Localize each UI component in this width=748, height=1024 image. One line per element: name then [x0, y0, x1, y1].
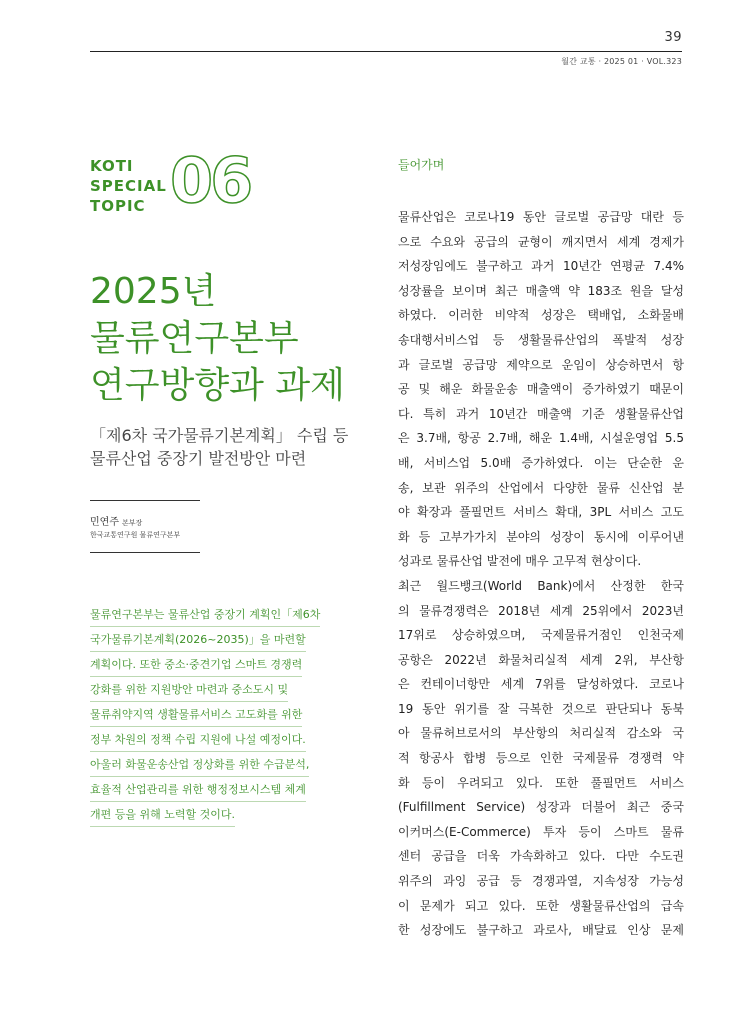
- label-line-koti: KOTI: [90, 157, 134, 175]
- author-rule-bottom: [90, 552, 200, 553]
- abstract-line: 개편 등을 위해 노력할 것이다.: [90, 804, 235, 827]
- body-line: 공 및 해운 화물운송 매출액이 증가하였기 때문이: [398, 382, 684, 397]
- abstract-line: 물류취약지역 생활물류서비스 고도화를 위한: [90, 704, 302, 727]
- body-line: 19 동안 위기를 잘 극복한 것으로 판단되나 동북: [398, 701, 684, 716]
- body-line: 배, 서비스업 5.0배 증가하였다. 이는 단순한 운: [398, 455, 684, 470]
- body-line: 과 글로벌 공급망 제약으로 운임이 상승하면서 항: [398, 357, 684, 372]
- body-line: 하였다. 이러한 비약적 성장은 택배업, 소화물배: [398, 308, 684, 323]
- body-text: [398, 205, 684, 943]
- topic-number: 06: [170, 144, 251, 217]
- author-name-text: 민연주: [90, 517, 119, 528]
- author-rule-top: [90, 500, 200, 501]
- body-line: 물류산업은 코로나19 동안 글로벌 공급망 대란 등: [398, 210, 684, 224]
- page-number: 39: [664, 30, 682, 45]
- label-line-topic: TOPIC: [90, 197, 146, 215]
- body-line: 적 항공사 합병 등으로 인한 국제물류 경쟁력 약: [398, 751, 684, 766]
- body-line: 센터 공급을 더욱 가속화하고 있다. 다만 수도권: [398, 849, 684, 864]
- body-line: 은 3.7배, 항공 2.7배, 해운 1.4배, 시설운영업 5.5: [398, 431, 684, 446]
- section-heading: 들어가며: [398, 158, 445, 172]
- body-line: 으로 수요와 공급의 균형이 깨지면서 세계 경제가: [398, 234, 684, 249]
- body-line: 위주의 과잉 공급 등 경쟁과열, 지속성장 가능성: [398, 874, 684, 889]
- body-line: (Fulfillment Service) 성장과 더불어 최근 중국: [398, 800, 684, 815]
- body-line: 송, 보관 위주의 산업에서 다양한 물류 신산업 분: [398, 480, 684, 495]
- abstract: [90, 604, 365, 829]
- abstract-line: 효율적 산업관리를 위한 행정정보시스템 체계: [90, 779, 306, 802]
- title-line: 연구방향과 과제: [90, 365, 345, 406]
- body-line: 은 컨테이너항만 세계 7위를 달성하였다. 코로나: [398, 677, 684, 692]
- body-line: 화 등 고부가가치 분야의 성장이 동시에 이루어낸: [398, 529, 684, 544]
- title-line: 2025년: [90, 271, 217, 312]
- body-line: 저성장임에도 불구하고 과거 10년간 연평균 7.4%: [398, 259, 684, 274]
- body-line: 17위로 상승하였으며, 국제물류거점인 인천국제: [398, 628, 684, 643]
- body-line: 의 물류경쟁력은 2018년 세계 25위에서 2023년: [398, 603, 684, 618]
- body-line: 성장률을 보이며 최근 매출액 약 183조 원을 달성: [398, 283, 684, 298]
- body-line: 이커머스(E-Commerce) 투자 등이 스마트 물류: [398, 824, 684, 839]
- abstract-line: 정부 차원의 정책 수립 지원에 나설 예정이다.: [90, 729, 306, 752]
- abstract-line: 아울러 화물운송산업 정상화를 위한 수급분석,: [90, 754, 309, 777]
- body-line: 한 성장에도 불구하고 과로사, 배달료 인상 문제: [398, 923, 684, 938]
- abstract-line: 계획이다. 또한 중소·중견기업 스마트 경쟁력: [90, 654, 302, 677]
- body-line: 화 등이 우려되고 있다. 또한 풀필먼트 서비스: [398, 775, 684, 790]
- abstract-line: 국가물류기본계획(2026~2035)」을 마련할: [90, 629, 306, 652]
- abstract-line: 물류연구본부는 물류산업 중장기 계획인「제6차: [90, 604, 320, 627]
- author-affiliation: 한국교통연구원 물류연구본부: [90, 531, 181, 539]
- subtitle-line: 「제6차 국가물류기본계획」 수립 등: [90, 426, 349, 445]
- koti-special-topic-label: [90, 156, 167, 216]
- body-line: 송대행서비스업 등 생활물류산업의 폭발적 성장: [398, 332, 684, 347]
- author-name: [90, 513, 142, 528]
- body-line: 공항은 2022년 화물처리실적 세계 2위, 부산항: [398, 652, 684, 667]
- article-subtitle: [90, 424, 380, 470]
- label-line-special: SPECIAL: [90, 177, 167, 195]
- body-line: 야 확장과 풀필먼트 서비스 확대, 3PL 서비스 고도: [398, 505, 684, 520]
- running-head: 월간 교통 · 2025 01 · VOL.323: [561, 57, 682, 66]
- body-line: 최근 월드뱅크(World Bank)에서 산정한 한국: [398, 578, 684, 593]
- body-line: 이 문제가 되고 있다. 또한 생활물류산업의 급속: [398, 898, 684, 913]
- subtitle-line: 물류산업 중장기 발전방안 마련: [90, 449, 307, 468]
- body-line: 성과로 물류산업 발전에 매우 고무적 현상이다.: [398, 554, 642, 569]
- body-line: 다. 특히 과거 10년간 매출액 기준 생활물류산업: [398, 406, 684, 421]
- author-role: 본부장: [121, 519, 143, 527]
- title-line: 물류연구본부: [90, 318, 299, 359]
- header-rule: [90, 51, 682, 52]
- article-title: [90, 268, 380, 409]
- body-line: 아 물류허브로서의 부산항의 처리실적 감소와 국: [398, 726, 684, 741]
- abstract-line: 강화를 위한 지원방안 마련과 중소도시 및: [90, 679, 288, 702]
